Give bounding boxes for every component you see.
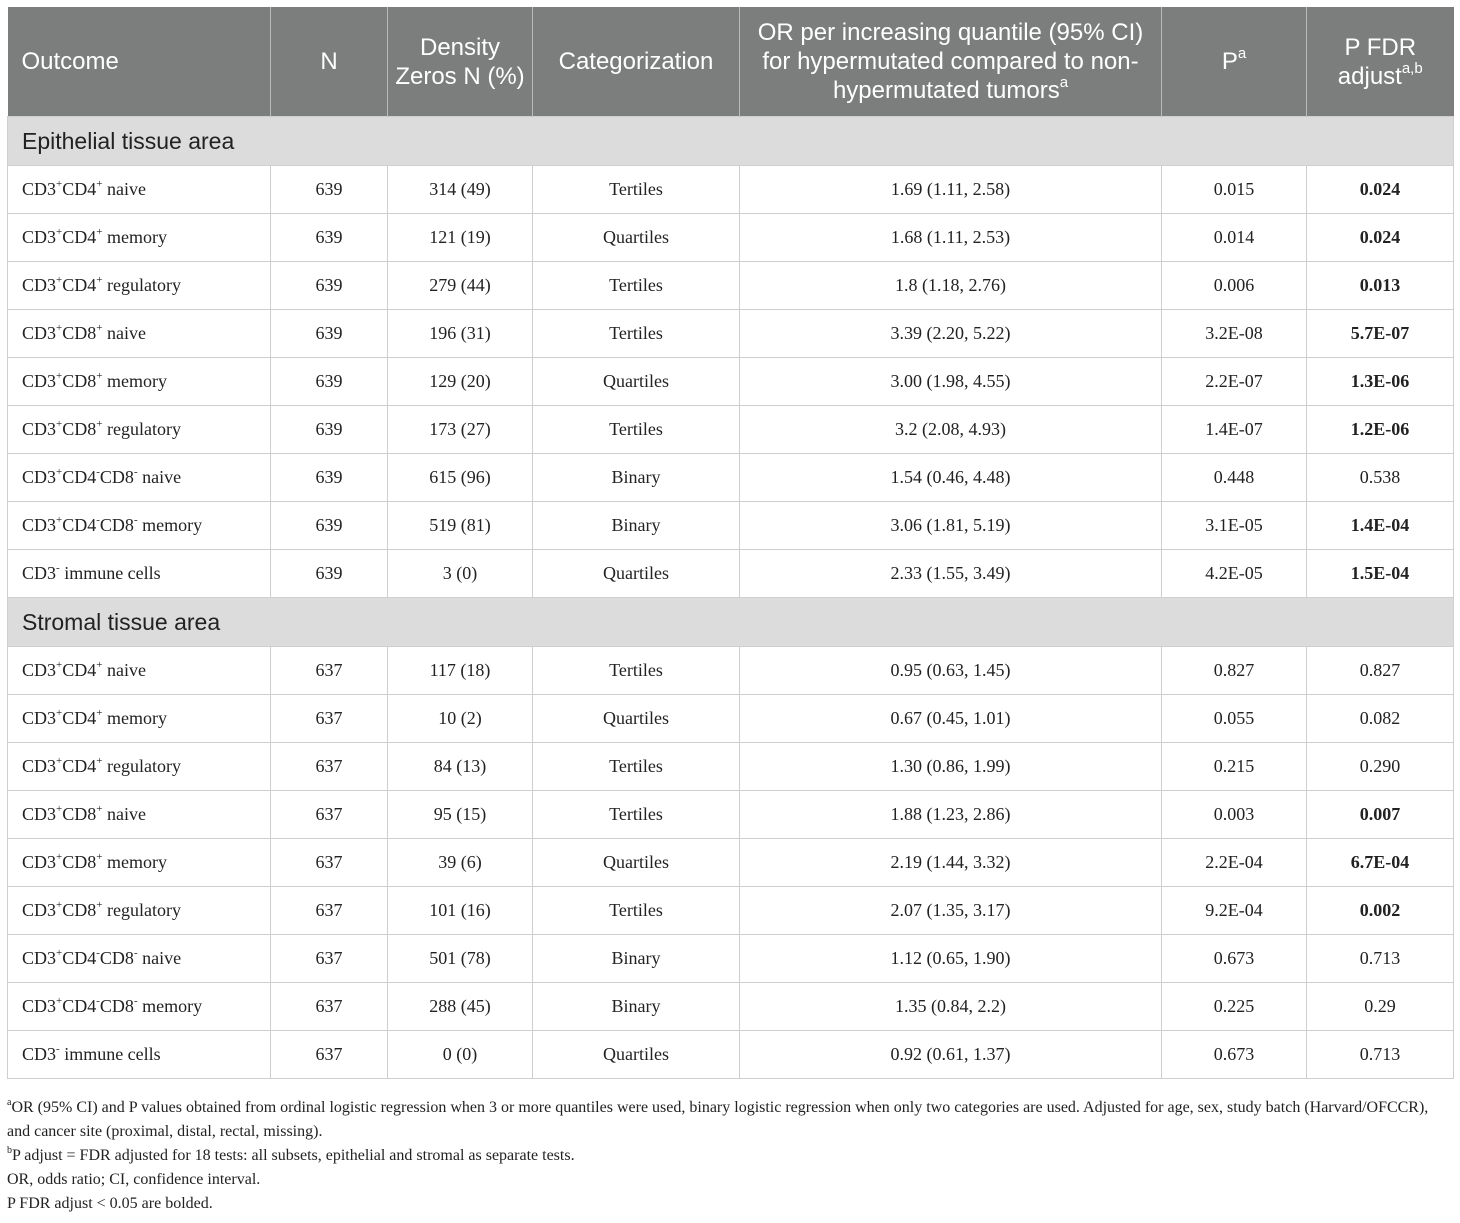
cell-n: 637: [271, 935, 388, 983]
cell-categorization: Quartiles: [533, 214, 740, 262]
cell-p: 4.2E-05: [1162, 550, 1307, 598]
table-row: [8, 983, 1454, 1031]
table-row: [8, 695, 1454, 743]
header-p: $P^a$: [1162, 7, 1307, 117]
cell-outcome: [8, 550, 271, 598]
table-row: [8, 743, 1454, 791]
cell-outcome-label: naive: [106, 804, 146, 824]
footnote-bold-note: P FDR adjust < 0.05 are bolded.: [7, 1195, 213, 1212]
cell-odds-ratio: 0.67 (0.45, 1.01): [740, 695, 1162, 743]
table-row: [8, 310, 1454, 358]
cell-p-fdr: 1.4E-04: [1307, 502, 1454, 550]
cell-outcome-label: memory: [106, 227, 167, 247]
cell-p-fdr: 0.713: [1307, 1031, 1454, 1079]
cell-density-zeros: 10 (2): [388, 695, 533, 743]
footnote-abbreviations: OR, odds ratio; CI, confidence interval.: [7, 1171, 261, 1188]
cell-p: 0.015: [1162, 166, 1307, 214]
cell-density-zeros: 288 (45): [388, 983, 533, 1031]
footnote-b: $^b$P adjust = FDR adjusted for 18 tests: all subsets, epithelial and stromal as separate tests.: [7, 1144, 575, 1164]
cell-outcome: [8, 743, 271, 791]
cell-outcome: [8, 839, 271, 887]
section-header-row: [8, 598, 1454, 647]
cell-n: 637: [271, 887, 388, 935]
cell-n: 637: [271, 1031, 388, 1079]
cell-p-fdr: 0.024: [1307, 214, 1454, 262]
cell-p: 9.2E-04: [1162, 887, 1307, 935]
cell-marker: CD3+CD4-CD8-: [22, 466, 138, 487]
cell-outcome-label: memory: [106, 371, 167, 391]
header-density-zeros: Density Zeros N (%): [388, 7, 533, 117]
cell-marker: CD3+CD4+: [22, 274, 103, 295]
cell-density-zeros: 129 (20): [388, 358, 533, 406]
cell-odds-ratio: 0.95 (0.63, 1.45): [740, 647, 1162, 695]
cell-odds-ratio: 0.92 (0.61, 1.37): [740, 1031, 1162, 1079]
header-categorization: Categorization: [533, 7, 740, 117]
cell-density-zeros: 519 (81): [388, 502, 533, 550]
cell-marker: CD3+CD4-CD8-: [22, 514, 138, 535]
cell-outcome-label: memory: [142, 996, 203, 1016]
cell-n: 639: [271, 166, 388, 214]
cell-p-fdr: 0.013: [1307, 262, 1454, 310]
header-odds-ratio: OR per increasing quantile (95% CI) for hypermutated compared to non-hypermutated tumors$^a$: [740, 7, 1162, 117]
cell-categorization: Tertiles: [533, 262, 740, 310]
cell-odds-ratio: 3.00 (1.98, 4.55): [740, 358, 1162, 406]
cell-p-fdr: 0.290: [1307, 743, 1454, 791]
cell-outcome-label: naive: [106, 323, 146, 343]
cell-density-zeros: 117 (18): [388, 647, 533, 695]
cell-categorization: Tertiles: [533, 791, 740, 839]
table-row: [8, 550, 1454, 598]
cell-density-zeros: 39 (6): [388, 839, 533, 887]
cell-outcome: [8, 647, 271, 695]
cell-density-zeros: 279 (44): [388, 262, 533, 310]
cell-p: 0.225: [1162, 983, 1307, 1031]
cell-n: 637: [271, 647, 388, 695]
cell-outcome: [8, 214, 271, 262]
results-table: [7, 7, 1454, 1079]
cell-density-zeros: 173 (27): [388, 406, 533, 454]
cell-odds-ratio: 2.19 (1.44, 3.32): [740, 839, 1162, 887]
cell-marker: CD3-: [22, 1043, 60, 1064]
cell-outcome-label: naive: [142, 467, 182, 487]
header-p-fdr: P FDR adjust$^{a,b}$: [1307, 7, 1454, 117]
cell-odds-ratio: 3.06 (1.81, 5.19): [740, 502, 1162, 550]
table-body: [8, 117, 1454, 1079]
cell-odds-ratio: 3.2 (2.08, 4.93): [740, 406, 1162, 454]
cell-marker: CD3+CD8+: [22, 418, 103, 439]
cell-density-zeros: 615 (96): [388, 454, 533, 502]
footnotes: [7, 1096, 1453, 1216]
cell-odds-ratio: 1.35 (0.84, 2.2): [740, 983, 1162, 1031]
cell-categorization: Tertiles: [533, 406, 740, 454]
table-row: [8, 502, 1454, 550]
cell-outcome: [8, 791, 271, 839]
cell-p-fdr: 0.082: [1307, 695, 1454, 743]
cell-p-fdr: 5.7E-07: [1307, 310, 1454, 358]
cell-marker: CD3+CD8+: [22, 851, 103, 872]
table-row: [8, 647, 1454, 695]
cell-density-zeros: 0 (0): [388, 1031, 533, 1079]
cell-outcome: [8, 310, 271, 358]
cell-density-zeros: 95 (15): [388, 791, 533, 839]
section-title: Epithelial tissue area: [8, 117, 1454, 166]
cell-n: 639: [271, 406, 388, 454]
cell-n: 639: [271, 262, 388, 310]
cell-outcome-label: immune cells: [64, 563, 161, 583]
header-n: N: [271, 7, 388, 117]
cell-categorization: Tertiles: [533, 887, 740, 935]
cell-outcome-label: naive: [106, 179, 146, 199]
cell-p-fdr: 0.538: [1307, 454, 1454, 502]
cell-density-zeros: 196 (31): [388, 310, 533, 358]
cell-odds-ratio: 1.12 (0.65, 1.90): [740, 935, 1162, 983]
cell-p-fdr: 0.024: [1307, 166, 1454, 214]
table-row: [8, 1031, 1454, 1079]
cell-n: 639: [271, 550, 388, 598]
cell-odds-ratio: 3.39 (2.20, 5.22): [740, 310, 1162, 358]
cell-categorization: Binary: [533, 502, 740, 550]
cell-outcome-label: memory: [106, 852, 167, 872]
cell-outcome: [8, 406, 271, 454]
cell-marker: CD3+CD4+: [22, 178, 103, 199]
cell-p: 0.006: [1162, 262, 1307, 310]
cell-n: 639: [271, 454, 388, 502]
cell-odds-ratio: 1.8 (1.18, 2.76): [740, 262, 1162, 310]
cell-outcome-label: naive: [142, 948, 182, 968]
table-row: [8, 214, 1454, 262]
cell-categorization: Binary: [533, 935, 740, 983]
cell-odds-ratio: 2.07 (1.35, 3.17): [740, 887, 1162, 935]
cell-categorization: Binary: [533, 454, 740, 502]
cell-categorization: Quartiles: [533, 550, 740, 598]
cell-outcome-label: memory: [106, 708, 167, 728]
cell-n: 637: [271, 839, 388, 887]
cell-categorization: Tertiles: [533, 647, 740, 695]
cell-density-zeros: 121 (19): [388, 214, 533, 262]
cell-n: 639: [271, 214, 388, 262]
cell-n: 637: [271, 983, 388, 1031]
table-row: [8, 791, 1454, 839]
cell-outcome-label: naive: [106, 660, 146, 680]
cell-categorization: Tertiles: [533, 310, 740, 358]
cell-p: 0.014: [1162, 214, 1307, 262]
cell-marker: CD3+CD8+: [22, 899, 103, 920]
cell-outcome: [8, 502, 271, 550]
cell-p-fdr: 1.3E-06: [1307, 358, 1454, 406]
cell-p-fdr: 1.2E-06: [1307, 406, 1454, 454]
cell-p: 3.2E-08: [1162, 310, 1307, 358]
cell-outcome-label: regulatory: [106, 900, 181, 920]
cell-marker: CD3+CD8+: [22, 803, 103, 824]
cell-p: 0.448: [1162, 454, 1307, 502]
table-row: [8, 887, 1454, 935]
cell-marker: CD3+CD4+: [22, 755, 103, 776]
cell-p: 2.2E-07: [1162, 358, 1307, 406]
cell-categorization: Tertiles: [533, 166, 740, 214]
cell-p-fdr: 0.007: [1307, 791, 1454, 839]
cell-outcome: [8, 262, 271, 310]
cell-p-fdr: 0.713: [1307, 935, 1454, 983]
cell-marker: CD3+CD4-CD8-: [22, 947, 138, 968]
cell-marker: CD3+CD4+: [22, 707, 103, 728]
cell-n: 639: [271, 310, 388, 358]
cell-n: 637: [271, 743, 388, 791]
section-title: Stromal tissue area: [8, 598, 1454, 647]
cell-p-fdr: 0.827: [1307, 647, 1454, 695]
cell-density-zeros: 314 (49): [388, 166, 533, 214]
cell-density-zeros: 84 (13): [388, 743, 533, 791]
cell-density-zeros: 101 (16): [388, 887, 533, 935]
cell-p: 0.673: [1162, 935, 1307, 983]
section-header-row: [8, 117, 1454, 166]
cell-outcome-label: regulatory: [106, 275, 181, 295]
cell-categorization: Tertiles: [533, 743, 740, 791]
cell-outcome: [8, 454, 271, 502]
cell-odds-ratio: 1.54 (0.46, 4.48): [740, 454, 1162, 502]
cell-marker: CD3+CD8+: [22, 370, 103, 391]
table-row: [8, 166, 1454, 214]
cell-p: 0.827: [1162, 647, 1307, 695]
cell-p-fdr: 1.5E-04: [1307, 550, 1454, 598]
results-table-container: [7, 7, 1453, 1079]
cell-marker: CD3+CD8+: [22, 322, 103, 343]
cell-outcome: [8, 695, 271, 743]
cell-p: 3.1E-05: [1162, 502, 1307, 550]
cell-outcome: [8, 887, 271, 935]
cell-odds-ratio: 1.68 (1.11, 2.53): [740, 214, 1162, 262]
cell-odds-ratio: 1.30 (0.86, 1.99): [740, 743, 1162, 791]
cell-p: 2.2E-04: [1162, 839, 1307, 887]
cell-p: 0.215: [1162, 743, 1307, 791]
table-row: [8, 839, 1454, 887]
cell-categorization: Quartiles: [533, 1031, 740, 1079]
header-row: [8, 7, 1454, 117]
header-outcome: Outcome: [8, 7, 271, 117]
cell-odds-ratio: 1.88 (1.23, 2.86): [740, 791, 1162, 839]
table-row: [8, 358, 1454, 406]
cell-outcome: [8, 983, 271, 1031]
cell-outcome-label: regulatory: [106, 419, 181, 439]
cell-p-fdr: 0.002: [1307, 887, 1454, 935]
cell-p-fdr: 6.7E-04: [1307, 839, 1454, 887]
cell-marker: CD3+CD4+: [22, 226, 103, 247]
cell-p: 0.055: [1162, 695, 1307, 743]
cell-outcome-label: immune cells: [64, 1044, 161, 1064]
cell-n: 637: [271, 695, 388, 743]
cell-outcome: [8, 1031, 271, 1079]
cell-categorization: Quartiles: [533, 839, 740, 887]
cell-n: 639: [271, 502, 388, 550]
cell-p: 0.003: [1162, 791, 1307, 839]
cell-categorization: Binary: [533, 983, 740, 1031]
cell-marker: CD3+CD4+: [22, 659, 103, 680]
cell-density-zeros: 501 (78): [388, 935, 533, 983]
cell-marker: CD3-: [22, 562, 60, 583]
table-row: [8, 262, 1454, 310]
cell-odds-ratio: 2.33 (1.55, 3.49): [740, 550, 1162, 598]
cell-outcome-label: memory: [142, 515, 203, 535]
cell-marker: CD3+CD4-CD8-: [22, 995, 138, 1016]
footnote-a: $^a$OR (95% CI) and P values obtained from ordinal logistic regression when 3 or more quantiles were used, binary logistic regression when only two categories are used. Adjusted for age, sex, study batch (Harvard/OFCCR), and cancer site (proximal, distal, rectal, missing).: [7, 1096, 1429, 1140]
cell-odds-ratio: 1.69 (1.11, 2.58): [740, 166, 1162, 214]
cell-outcome-label: regulatory: [106, 756, 181, 776]
cell-p: 0.673: [1162, 1031, 1307, 1079]
table-row: [8, 406, 1454, 454]
cell-n: 637: [271, 791, 388, 839]
cell-density-zeros: 3 (0): [388, 550, 533, 598]
cell-n: 639: [271, 358, 388, 406]
cell-outcome: [8, 935, 271, 983]
cell-outcome: [8, 166, 271, 214]
cell-categorization: Quartiles: [533, 358, 740, 406]
cell-p: 1.4E-07: [1162, 406, 1307, 454]
table-row: [8, 454, 1454, 502]
cell-outcome: [8, 358, 271, 406]
cell-p-fdr: 0.29: [1307, 983, 1454, 1031]
table-row: [8, 935, 1454, 983]
cell-categorization: Quartiles: [533, 695, 740, 743]
